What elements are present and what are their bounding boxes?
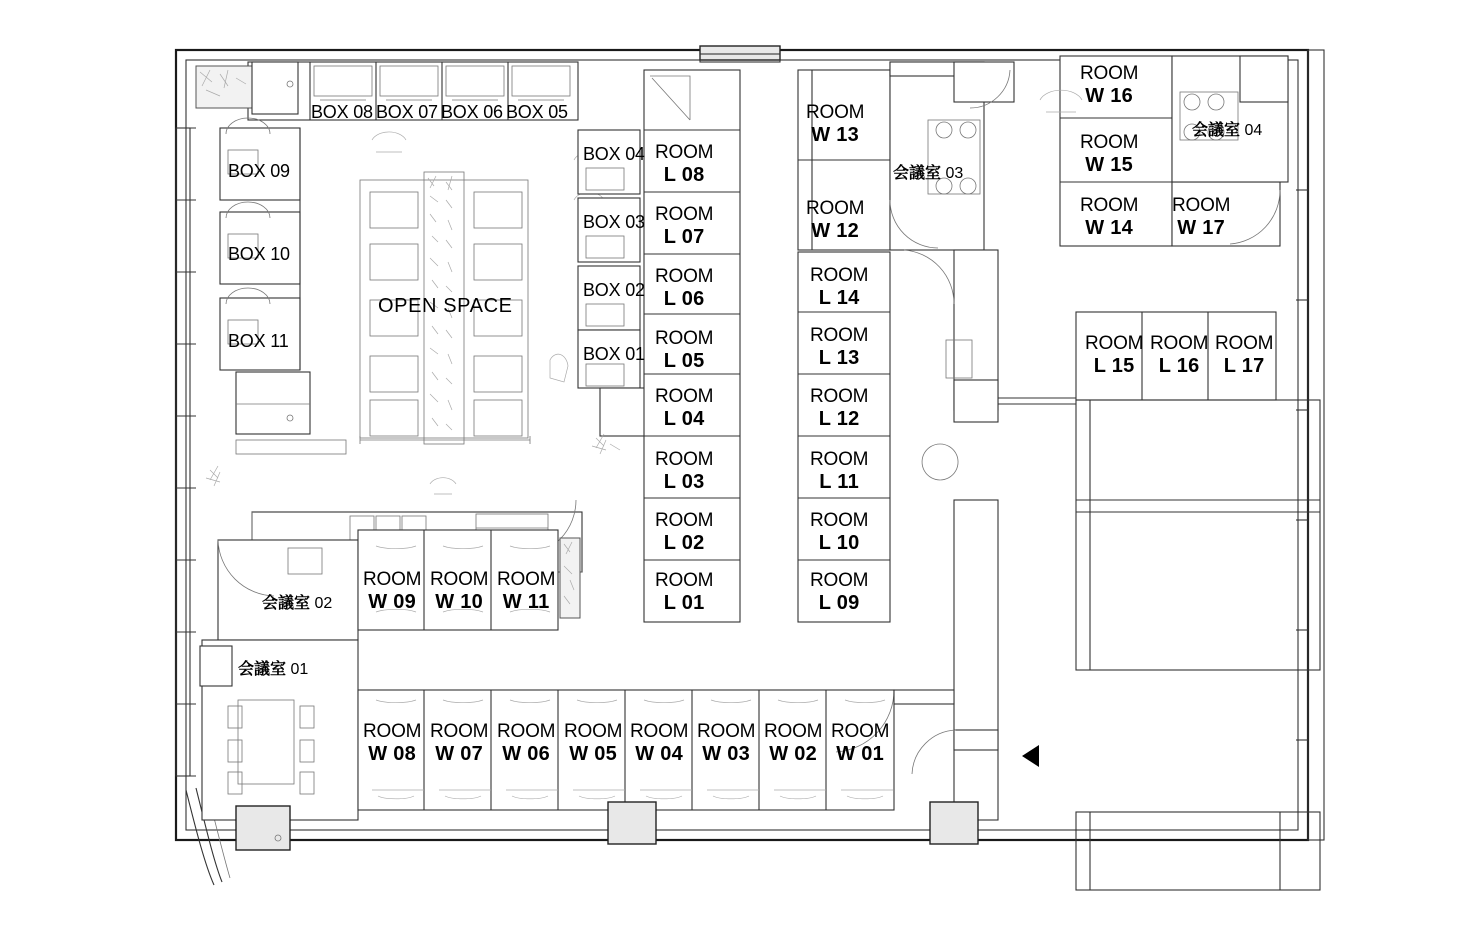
room-code: W 08 xyxy=(368,742,417,765)
room-kind: ROOM xyxy=(810,510,869,531)
room-label-w06 xyxy=(497,722,555,765)
room-code: W 02 xyxy=(769,742,818,765)
room-label-w08 xyxy=(363,722,421,765)
room-label-w14 xyxy=(1080,196,1138,239)
room-kind: ROOM xyxy=(630,721,689,742)
room-label-w16 xyxy=(1080,64,1138,107)
room-kind: ROOM xyxy=(1085,333,1144,354)
room-code: L 16 xyxy=(1158,354,1200,377)
room-code: L 02 xyxy=(663,531,705,554)
room-label-w03 xyxy=(697,722,755,765)
room-kind: ROOM xyxy=(1080,195,1139,216)
room-kind: ROOM xyxy=(655,266,714,287)
room-code: W 17 xyxy=(1177,216,1226,239)
open-space-label: OPEN SPACE xyxy=(378,295,513,317)
room-code: L 12 xyxy=(818,407,860,430)
meeting-room-label-03 xyxy=(893,165,963,182)
room-label-l07 xyxy=(655,205,713,248)
room-label-w01 xyxy=(831,722,889,765)
room-kind: ROOM xyxy=(655,449,714,470)
room-code: L 08 xyxy=(663,163,705,186)
room-code: L 13 xyxy=(818,346,860,369)
room-label-w02 xyxy=(764,722,822,765)
room-code: W 09 xyxy=(368,590,417,613)
room-label-l09 xyxy=(810,571,868,614)
room-code: L 11 xyxy=(819,470,860,493)
room-code: L 05 xyxy=(663,349,705,372)
room-label-w13 xyxy=(806,103,864,146)
room-kind: ROOM xyxy=(806,198,865,219)
room-label-w10 xyxy=(430,570,488,613)
room-kind: ROOM xyxy=(1172,195,1231,216)
room-code: L 15 xyxy=(1093,354,1135,377)
room-kind: ROOM xyxy=(363,569,422,590)
room-kind: ROOM xyxy=(1080,132,1139,153)
box-label: BOX 07 xyxy=(376,102,438,122)
room-kind: ROOM xyxy=(831,721,890,742)
meeting-room-number: 01 xyxy=(290,661,309,678)
meeting-room-number: 03 xyxy=(945,165,964,182)
room-code: W 04 xyxy=(635,742,684,765)
room-kind: ROOM xyxy=(810,325,869,346)
room-code: L 03 xyxy=(663,470,705,493)
room-label-w11 xyxy=(497,570,555,613)
meeting-room-number: 04 xyxy=(1244,122,1263,139)
meeting-room-name: 会議室 xyxy=(262,595,311,612)
room-code: W 06 xyxy=(502,742,551,765)
room-kind: ROOM xyxy=(810,570,869,591)
room-kind: ROOM xyxy=(655,204,714,225)
room-kind: ROOM xyxy=(564,721,623,742)
box-label: BOX 09 xyxy=(228,161,290,181)
room-kind: ROOM xyxy=(810,449,869,470)
rooms-l-far-east xyxy=(998,312,1320,890)
rooms-w-northeast xyxy=(1040,56,1288,246)
meeting-room-name: 会議室 xyxy=(238,661,287,678)
room-code: W 14 xyxy=(1085,216,1134,239)
room-code: L 04 xyxy=(663,407,705,430)
room-label-l01 xyxy=(655,571,713,614)
meeting-room-label-02 xyxy=(262,595,332,612)
room-code: L 17 xyxy=(1223,354,1265,377)
room-code: L 14 xyxy=(818,286,860,309)
room-code: W 05 xyxy=(569,742,618,765)
room-label-w07 xyxy=(430,722,488,765)
room-kind: ROOM xyxy=(810,265,869,286)
room-kind: ROOM xyxy=(764,721,823,742)
room-label-l03 xyxy=(655,450,713,493)
room-kind: ROOM xyxy=(655,570,714,591)
meeting-room-label-04 xyxy=(1192,122,1262,139)
meeting-room-label-01 xyxy=(238,661,308,678)
box-label: BOX 04 xyxy=(583,144,645,164)
room-label-l14 xyxy=(810,266,868,309)
meeting-room-name: 会議室 xyxy=(1192,122,1241,139)
box-label: BOX 06 xyxy=(441,102,503,122)
room-kind: ROOM xyxy=(430,721,489,742)
room-label-l04 xyxy=(655,387,713,430)
box-label: BOX 01 xyxy=(583,344,645,364)
room-kind: ROOM xyxy=(655,142,714,163)
room-label-w04 xyxy=(630,722,688,765)
room-kind: ROOM xyxy=(810,386,869,407)
room-code: W 01 xyxy=(836,742,885,765)
room-kind: ROOM xyxy=(1215,333,1274,354)
box-label: BOX 05 xyxy=(506,102,568,122)
entrance-arrow-icon xyxy=(1022,745,1039,767)
room-code: L 01 xyxy=(663,591,705,614)
room-kind: ROOM xyxy=(655,386,714,407)
room-code: W 11 xyxy=(502,590,550,613)
room-label-l16 xyxy=(1150,334,1208,377)
room-code: L 07 xyxy=(663,225,705,248)
room-label-l17 xyxy=(1215,334,1273,377)
room-code: L 09 xyxy=(818,591,860,614)
room-code: W 10 xyxy=(435,590,484,613)
room-kind: ROOM xyxy=(806,102,865,123)
room-label-w09 xyxy=(363,570,421,613)
room-label-w15 xyxy=(1080,133,1138,176)
room-code: W 07 xyxy=(435,742,484,765)
room-label-l08 xyxy=(655,143,713,186)
room-label-l11 xyxy=(810,450,868,493)
box-label: BOX 02 xyxy=(583,280,645,300)
room-label-l15 xyxy=(1085,334,1143,377)
room-label-l05 xyxy=(655,329,713,372)
room-kind: ROOM xyxy=(655,510,714,531)
room-kind: ROOM xyxy=(1080,63,1139,84)
room-label-w05 xyxy=(564,722,622,765)
room-label-w17 xyxy=(1172,196,1230,239)
meeting-room-number: 02 xyxy=(314,595,333,612)
room-label-l06 xyxy=(655,267,713,310)
box-label: BOX 03 xyxy=(583,212,645,232)
room-label-l10 xyxy=(810,511,868,554)
room-kind: ROOM xyxy=(1150,333,1209,354)
box-label: BOX 08 xyxy=(311,102,373,122)
box-label: BOX 11 xyxy=(228,331,289,351)
room-code: W 16 xyxy=(1085,84,1134,107)
room-label-l13 xyxy=(810,326,868,369)
room-kind: ROOM xyxy=(430,569,489,590)
room-code: W 13 xyxy=(811,123,860,146)
meeting-rooms-west xyxy=(200,540,358,820)
room-kind: ROOM xyxy=(363,721,422,742)
room-label-w12 xyxy=(806,199,864,242)
room-code: L 06 xyxy=(663,287,705,310)
meeting-room-name: 会議室 xyxy=(893,165,942,182)
room-label-l02 xyxy=(655,511,713,554)
room-label-l12 xyxy=(810,387,868,430)
room-code: L 10 xyxy=(818,531,860,554)
open-space-furniture xyxy=(360,132,604,444)
room-code: W 03 xyxy=(702,742,751,765)
room-code: W 12 xyxy=(811,219,860,242)
room-kind: ROOM xyxy=(497,569,556,590)
room-kind: ROOM xyxy=(697,721,756,742)
box-label: BOX 10 xyxy=(228,244,290,264)
room-kind: ROOM xyxy=(497,721,556,742)
room-code: W 15 xyxy=(1085,153,1134,176)
room-kind: ROOM xyxy=(655,328,714,349)
